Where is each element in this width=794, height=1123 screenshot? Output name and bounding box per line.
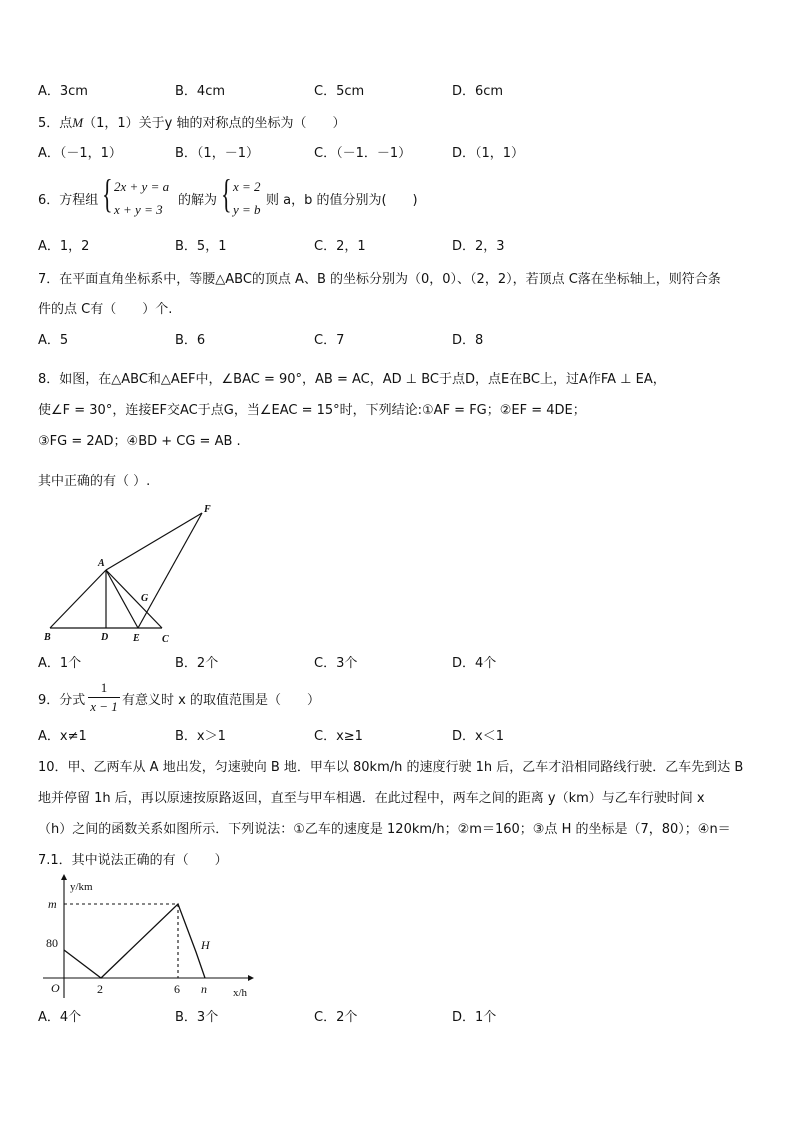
segment-fe bbox=[138, 513, 202, 628]
q9-stem-post: 有意义时 x 的取值范围是（ ） bbox=[122, 693, 320, 708]
q6-option-c: C．2，1 bbox=[314, 239, 366, 254]
q8-option-b: B．2个 bbox=[175, 656, 219, 671]
q10-line3: （h）之间的函数关系如图所示．下列说法：①乙车的速度是 120km/h；②m＝160；③点 H 的坐标是（7，80）；④n＝ bbox=[38, 822, 731, 837]
graph-origin-label: O bbox=[51, 981, 60, 995]
q6-system2-line2: y = b bbox=[233, 202, 261, 217]
q10-graph bbox=[38, 872, 260, 1002]
label-d: D bbox=[101, 632, 109, 643]
q6-system2-line1: x = 2 bbox=[233, 179, 261, 194]
q8-figure bbox=[38, 500, 228, 646]
label-b: B bbox=[44, 632, 51, 643]
graph-ylabel: y/km bbox=[70, 881, 93, 893]
q7-option-b: B．6 bbox=[175, 333, 206, 348]
q7-line1: 7．在平面直角坐标系中，等腰△ABC的顶点 A、B 的坐标分别为（0，0）、（2，2），若顶点 C落在坐标轴上，则符合条 bbox=[38, 272, 721, 287]
q9-option-a: A．x≠1 bbox=[38, 729, 87, 744]
q4-option-b: B．4cm bbox=[175, 84, 226, 99]
graph-x6-label: 6 bbox=[174, 982, 180, 996]
graph-h-label: H bbox=[201, 938, 210, 952]
q8-line3: ③FG = 2AD；④BD + CG = AB . bbox=[38, 434, 241, 449]
q5-stem-var: M bbox=[72, 115, 84, 130]
q10-option-c: C．2个 bbox=[314, 1010, 358, 1025]
q5-option-b: B．（1，－1） bbox=[175, 146, 259, 161]
q6-stem-post: 则 a，b 的值分别为( ) bbox=[266, 193, 418, 208]
q8-line4: 其中正确的有（ ）. bbox=[38, 474, 151, 489]
q8-option-c: C．3个 bbox=[314, 656, 358, 671]
q10-line4: 7.1．其中说法正确的有（ ） bbox=[38, 853, 228, 868]
graph-xn-label: n bbox=[201, 982, 207, 996]
label-e: E bbox=[133, 633, 140, 644]
graph-line bbox=[64, 904, 205, 978]
q6-mid: 的解为 bbox=[178, 193, 218, 208]
q4-option-c: C．5cm bbox=[314, 84, 365, 99]
q9-option-c: C．x≥1 bbox=[314, 729, 363, 744]
q9-stem-pre: 9．分式 bbox=[38, 693, 86, 708]
q10-line1: 10．甲、乙两车从 A 地出发，匀速驶向 B 地．甲车以 80km/h 的速度行驶 1h 后，乙车才沿相同路线行驶．乙车先到达 B bbox=[38, 760, 744, 775]
q5-option-d: D．（1，1） bbox=[452, 146, 525, 161]
q4-option-a: A．3cm bbox=[38, 84, 88, 99]
q5-stem-pre: 5．点 bbox=[38, 116, 73, 131]
q10-option-b: B．3个 bbox=[175, 1010, 219, 1025]
q10-option-a: A．4个 bbox=[38, 1010, 82, 1025]
q6-brace-2: { bbox=[221, 171, 232, 216]
q10-option-d: D．1个 bbox=[452, 1010, 497, 1025]
q5-stem-post: （1，1）关于y 轴的对称点的坐标为（ ） bbox=[83, 116, 346, 131]
y-axis-arrow bbox=[61, 874, 67, 880]
q9-option-b: B．x＞1 bbox=[175, 729, 226, 744]
segment-af bbox=[106, 513, 202, 570]
q9-option-d: D．x＜1 bbox=[452, 729, 504, 744]
label-c: C bbox=[162, 634, 169, 645]
q8-option-a: A．1个 bbox=[38, 656, 82, 671]
q10-line2: 地并停留 1h 后，再以原速按原路返回，直至与甲车相遇．在此过程中，两车之间的距离 y（km）与乙车行驶时间 x bbox=[38, 791, 705, 806]
graph-x2-label: 2 bbox=[97, 982, 103, 996]
q7-option-d: D．8 bbox=[452, 333, 484, 348]
label-g: G bbox=[141, 593, 149, 604]
q6-stem-pre: 6．方程组 bbox=[38, 193, 99, 208]
q9-fraction bbox=[88, 680, 120, 715]
x-axis-arrow bbox=[248, 975, 254, 981]
q6-option-a: A．1，2 bbox=[38, 239, 90, 254]
q8-line1: 8．如图，在△ABC和△AEF中，∠BAC = 90°，AB = AC，AD ⊥ BC于点D，点E在BC上，过A作FA ⊥ EA， bbox=[38, 372, 666, 387]
graph-m-label: m bbox=[48, 897, 57, 911]
q6-system1-line1: 2x + y = a bbox=[114, 179, 170, 194]
graph-y80-label: 80 bbox=[46, 936, 58, 950]
q8-option-d: D．4个 bbox=[452, 656, 497, 671]
q6-brace-1: { bbox=[102, 171, 113, 216]
q5-option-c: C．（－1．－1） bbox=[314, 146, 412, 161]
segment-ab bbox=[50, 570, 106, 628]
graph-xlabel: x/h bbox=[233, 987, 248, 999]
q5-stem bbox=[38, 115, 346, 132]
q6-option-b: B．5，1 bbox=[175, 239, 227, 254]
q6-option-d: D．2，3 bbox=[452, 239, 505, 254]
q8-line2: 使∠F = 30°，连接EF交AC于点G，当∠EAC = 15°时，下列结论:①AF = FG；②EF = 4DE； bbox=[38, 403, 586, 418]
q6-system1-line2: x + y = 3 bbox=[114, 202, 163, 217]
label-f: F bbox=[204, 504, 211, 515]
label-a: A bbox=[98, 558, 105, 569]
q5-option-a: A．（－1，1） bbox=[38, 146, 122, 161]
q7-option-a: A．5 bbox=[38, 333, 69, 348]
q9-frac-denominator: x − 1 bbox=[90, 699, 118, 714]
q9-frac-bar bbox=[88, 697, 120, 698]
q7-line2: 件的点 C有（ ）个. bbox=[38, 302, 173, 317]
q7-option-c: C．7 bbox=[314, 333, 345, 348]
q4-option-d: D．6cm bbox=[452, 84, 504, 99]
q9-frac-numerator: 1 bbox=[100, 680, 108, 695]
